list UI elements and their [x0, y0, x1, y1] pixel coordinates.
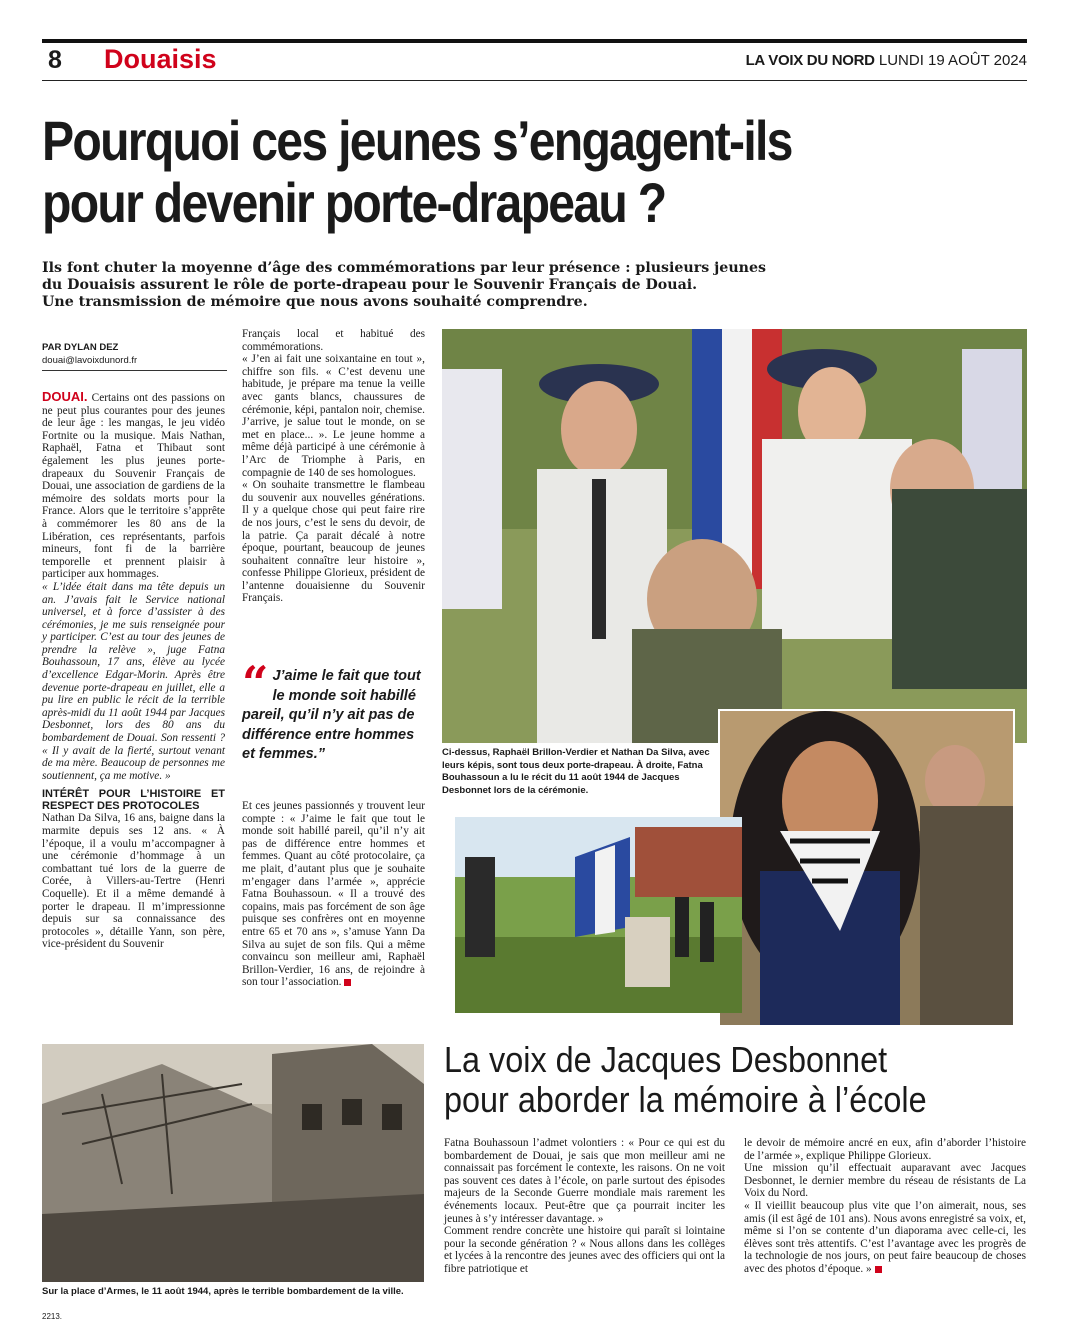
paragraph: « On souhaite transmettre le flambeau du souvenir aux nouvelles générations. Il y a quelque chose qui peut faire rire de nos jours, c’est le sens du devoir, de la patrie. Ça parait décalé à notre époque, pourtant, beaucoup de jeunes souhaitent connaître leur histoire », confesse Philippe Glorieux, président de l’antenne douaisienne du Souvenir Français. — [242, 479, 425, 605]
article-column-2-continued — [242, 800, 425, 989]
header-rule — [42, 80, 1027, 81]
paragraph: Comment rendre concrète une histoire qui paraît si lointaine pour la seconde génération ? « Nous allons dans les collèges et lycées à la rencontre des jeunes avec des officiers qui ont la fibre patriotique et — [444, 1225, 725, 1275]
headline-line-1: Pourquoi ces jeunes s’engagent-ils — [42, 109, 792, 172]
chapo-line-2: du Douaisis assurent le rôle de porte-drapeau pour le Souvenir Français de Douai. — [42, 277, 698, 293]
top-rule — [42, 39, 1027, 43]
paragraph: Fatna Bouhassoun l’admet volontiers : « Pour ce qui est du bombardement de Douai, je sais que mon meilleur ami ne connaissait pas forcément le contexte, les raisons. On ne voit pas souvent ces dates à l’école, on parle surtout des épisodes majeurs de la Seconde Guerre mondiale mais rarement les événements locaux. Peut-être que ça pourrait inciter les jeunes à s’y intéresser davantage. » — [444, 1137, 725, 1225]
photo-caption: Ci-dessus, Raphaël Brillon-Verdier et Nathan Da Silva, avec leurs képis, sont tous deux porte-drapeau. À droite, Fatna Bouhassoun a lu le récit du 11 août 1944 de Jacques Desbonnet lors de la cérémonie. — [442, 747, 710, 796]
paragraph — [242, 800, 425, 989]
sidebar-column-1 — [444, 1137, 725, 1276]
end-mark-icon — [344, 979, 351, 986]
paragraph — [42, 391, 225, 581]
sidebar-column-2 — [744, 1137, 1026, 1276]
article-column-1 — [42, 391, 225, 951]
paragraph: Nathan Da Silva, 16 ans, baigne dans la marmite depuis ses 12 ans. « À l’époque, il a voulu m’accompagner à une cérémonie d’hommage à un combattant tué lors de la guerre de Corée, à Villers-au-Tertre (Henri Coquelle). Et il a même demandé à porter le drapeau. Il m’impressionne depuis sur sa connaissance des protocoles », détaille Yann, son père, vice-président du Souvenir — [42, 812, 225, 951]
masthead — [746, 52, 1027, 69]
photo-archive-bombing — [42, 1044, 424, 1282]
sidebar-headline — [444, 1040, 975, 1120]
pull-quote-text: J’aime le fait que tout le monde soit habillé pareil, qu’il n’y ait pas de différence entre hommes et femmes.” — [242, 668, 421, 762]
folio: 2213. — [42, 1312, 63, 1321]
paragraph — [744, 1200, 1026, 1276]
paragraph-text: Et ces jeunes passionnés y trouvent leur compte : « J’aime le fait que tout le monde soit habillé pareil, qu’il n’y ait pas de différence entre hommes et femmes. Quant au côté protocolaire, ça me plait, d’autant plus que je souhaite m’engager dans l’armée », apprécie Fatna Bouhassoun. « Il a trouvé des copains, mais pas forcément de son âge puisque ses confrères ont en moyenne entre 65 et 70 ans », s’amuse Yann Da Silva au sujet de son fils. Qui a même convaincu son meilleur ami, Raphaël Brillon-Verdier, 16 ans, de rejoindre à son tour l’association. — [242, 800, 425, 989]
issue-date: LUNDI 19 AOÛT 2024 — [878, 52, 1027, 69]
chapo-line-3: Une transmission de mémoire que nous avons souhaité comprendre. — [42, 294, 588, 310]
chapo — [42, 260, 766, 311]
subheading: INTÉRÊT POUR L’HISTOIRE ET RESPECT DES PROTOCOLES — [42, 788, 225, 813]
pull-quote — [242, 656, 427, 763]
photo-ceremony — [455, 817, 742, 1013]
photo-flag-bearers — [442, 329, 1027, 743]
newspaper-name: LA VOIX DU NORD — [745, 52, 875, 69]
photo-fatna — [718, 709, 1015, 1027]
kicker: DOUAI. — [42, 389, 88, 404]
paragraph-text: « L’idée était dans ma tête depuis un an. J’avais fait le Service national universel, et à force d’assister à des cérémonies, je me suis renseignée pour y participer. C’est au tour des jeunes de prendre la relève », juge Fatna Bouhassoun, 17 ans, élève au lycée d’excellence Edgar-Morin. Après être devenue porte-drapeau en juillet, elle a pu lire en public le récit de la terrible après-midi du 11 août 1944 par Jacques Desbonnet, lors des 80 ans du bombardement de Douai. Son ressenti ? « Il y avait de la fierté, surtout venant de ma mère. Beaucoup de personnes me soutiennent, ça me motive. » — [42, 580, 225, 782]
archive-caption: Sur la place d’Armes, le 11 août 1944, après le terrible bombardement de la ville. — [42, 1286, 404, 1297]
author: PAR DYLAN DEZ — [42, 342, 119, 353]
paragraph — [42, 581, 225, 783]
paragraph-text: Certains ont des passions on ne peut plus courantes pour des jeunes de leur âge : les mangas, le jeu vidéo Fortnite ou la musique. Mais Nathan, Raphaël, Fatna et Thibaut sont également les plus jeunes porte-drapeaux du Souvenir Français de Douai, une association de gardiens de la mémoire des soldats morts pour la France. Alors que le territoire s’apprête à commémorer les 80 ans de la Libération, ces représentants, parfois mineurs, font fi de la barrière temporelle et prennent plaisir à participer aux hommages. — [42, 392, 225, 581]
end-mark-icon — [875, 1266, 882, 1273]
headline-line-2: pour devenir porte-drapeau ? — [42, 171, 666, 234]
article-column-2 — [242, 328, 425, 605]
paragraph: le devoir de mémoire ancré en eux, afin d’aborder l’histoire de l’armée », explique Philippe Glorieux. — [744, 1137, 1026, 1162]
byline — [42, 341, 137, 367]
paragraph: « J’en ai fait une soixantaine en tout », chiffre son fils. « C’est devenu une habitude, je prépare ma tenue la veille avec gants blancs, chaussures de cérémonie, képi, pantalon noir, chemise. J’arrive, je salue tout le monde, on se met en place... ». Le jeune homme a même déjà participé à une cérémonie à l’Arc de Triomphe à Paris, en compagnie de 140 de ses homologues. — [242, 353, 425, 479]
paragraph: Une mission qu’il effectuait auparavant avec Jacques Desbonnet, le dernier membre du réseau de résistants de La Voix du Nord. — [744, 1162, 1026, 1200]
sidebar-headline-line-1: La voix de Jacques Desbonnet — [444, 1039, 888, 1080]
section-title: Douaisis — [104, 44, 217, 74]
byline-rule — [42, 370, 227, 371]
sidebar-headline-line-2: pour aborder la mémoire à l’école — [444, 1079, 927, 1120]
paragraph: Français local et habitué des commémorations. — [242, 328, 425, 353]
paragraph-text: « Il vieillit beaucoup plus vite que l’on aimerait, nous, ses amis (il est âgé de 101 ans). Nous avons enregistré sa voix, et, même si l’on se contente d’un diaporama avec celle-ci, les élèves sont très attentifs. C’est l’avantage avec les progrès de la technologie de nos jours, on peut faire beaucoup de choses avec des photos d’époque. » — [744, 1199, 1026, 1275]
quote-mark-icon: “ — [242, 656, 269, 710]
author-email[interactable]: douai@lavoixdunord.fr — [42, 355, 138, 366]
chapo-line-1: Ils font chuter la moyenne d’âge des commémorations par leur présence : plusieurs jeunes — [42, 260, 766, 276]
page-number: 8 — [48, 46, 62, 74]
headline — [42, 110, 889, 234]
